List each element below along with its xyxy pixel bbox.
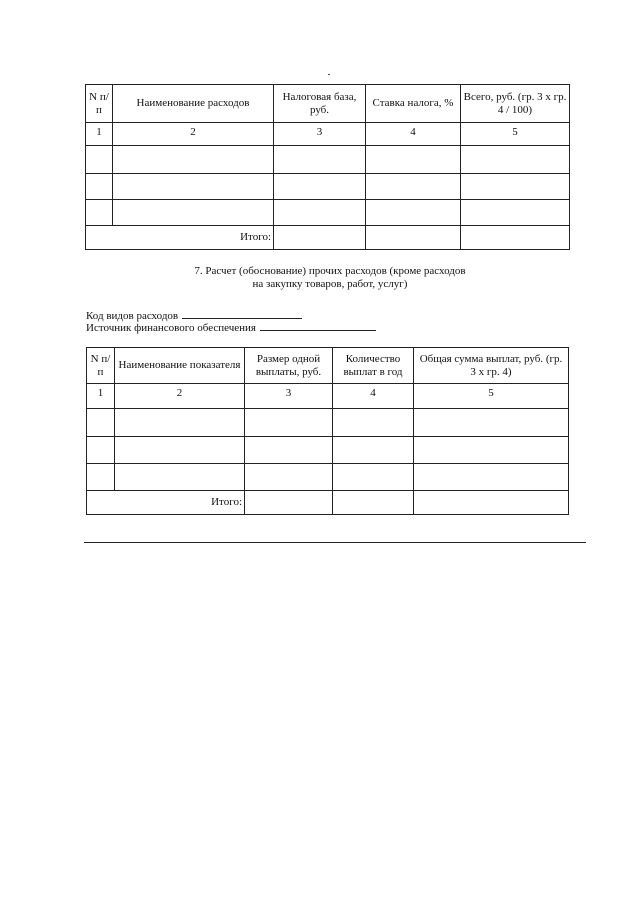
funding-source-label: Источник финансового обеспечения: [86, 322, 256, 334]
funding-source-blank[interactable]: [260, 320, 376, 331]
total-label: Итого:: [86, 226, 274, 250]
other-expenses-table: [86, 347, 569, 515]
table-cell[interactable]: [366, 174, 461, 200]
expense-code-blank[interactable]: [182, 308, 302, 319]
section-title: [100, 265, 560, 291]
table-cell[interactable]: [333, 464, 414, 491]
table-row: [86, 200, 570, 226]
total-cell[interactable]: [274, 226, 366, 250]
table-cell[interactable]: [274, 174, 366, 200]
column-number: 5: [414, 384, 569, 409]
table-cell[interactable]: [333, 409, 414, 437]
table-row: [87, 437, 569, 464]
table-row: [87, 409, 569, 437]
table-cell[interactable]: [414, 409, 569, 437]
column-number: 4: [366, 123, 461, 146]
total-cell[interactable]: [414, 491, 569, 515]
table-cell[interactable]: [87, 437, 115, 464]
table-header-row: [87, 348, 569, 384]
total-label: Итого:: [87, 491, 245, 515]
table-cell[interactable]: [274, 146, 366, 174]
table-cell[interactable]: [245, 437, 333, 464]
table-cell[interactable]: [366, 146, 461, 174]
table-cell[interactable]: [86, 146, 113, 174]
column-number: 2: [113, 123, 274, 146]
table-row: [86, 174, 570, 200]
table-cell[interactable]: [115, 464, 245, 491]
table-cell[interactable]: [113, 146, 274, 174]
total-cell[interactable]: [366, 226, 461, 250]
section-title-line: 7. Расчет (обоснование) прочих расходов (кроме расходов: [194, 265, 466, 277]
header-cell: N п/п: [87, 348, 115, 384]
total-cell[interactable]: [333, 491, 414, 515]
column-number: 3: [245, 384, 333, 409]
header-cell: Ставка налога, %: [366, 85, 461, 123]
total-row: [87, 491, 569, 515]
table-cell[interactable]: [86, 200, 113, 226]
total-cell[interactable]: [461, 226, 570, 250]
scan-speck: [328, 74, 330, 75]
table-cell[interactable]: [115, 437, 245, 464]
header-cell: Наименование показателя: [115, 348, 245, 384]
table-cell[interactable]: [245, 464, 333, 491]
table-cell[interactable]: [113, 174, 274, 200]
bottom-divider: [84, 542, 586, 543]
table-cell[interactable]: [87, 464, 115, 491]
table-cell[interactable]: [461, 146, 570, 174]
section-title-line: на закупку товаров, работ, услуг): [252, 278, 408, 290]
header-cell: Общая сумма выплат, руб. (гр. 3 x гр. 4): [414, 348, 569, 384]
column-number: 1: [87, 384, 115, 409]
total-row: [86, 226, 570, 250]
table-cell[interactable]: [366, 200, 461, 226]
expense-code-label: Код видов расходов: [86, 310, 179, 322]
table-header-row: [86, 85, 570, 123]
table-cell[interactable]: [333, 437, 414, 464]
header-cell: Количество выплат в год: [333, 348, 414, 384]
table-cell[interactable]: [461, 174, 570, 200]
header-cell: Размер одной выплаты, руб.: [245, 348, 333, 384]
column-number: 5: [461, 123, 570, 146]
table-cell[interactable]: [87, 409, 115, 437]
tax-expenses-table: [85, 84, 570, 250]
table-cell[interactable]: [86, 174, 113, 200]
header-cell: N п/п: [86, 85, 113, 123]
total-cell[interactable]: [245, 491, 333, 515]
table-cell[interactable]: [274, 200, 366, 226]
column-number-row: [87, 384, 569, 409]
table-cell[interactable]: [461, 200, 570, 226]
column-number-row: [86, 123, 570, 146]
table-row: [86, 146, 570, 174]
table-cell[interactable]: [414, 437, 569, 464]
table-cell[interactable]: [245, 409, 333, 437]
column-number: 4: [333, 384, 414, 409]
header-cell: Всего, руб. (гр. 3 x гр. 4 / 100): [461, 85, 570, 123]
column-number: 2: [115, 384, 245, 409]
column-number: 1: [86, 123, 113, 146]
table-cell[interactable]: [113, 200, 274, 226]
table-cell[interactable]: [115, 409, 245, 437]
header-cell: Налоговая база, руб.: [274, 85, 366, 123]
column-number: 3: [274, 123, 366, 146]
table-cell[interactable]: [414, 464, 569, 491]
funding-source-field: [86, 320, 376, 335]
header-cell: Наименование расходов: [113, 85, 274, 123]
table-row: [87, 464, 569, 491]
